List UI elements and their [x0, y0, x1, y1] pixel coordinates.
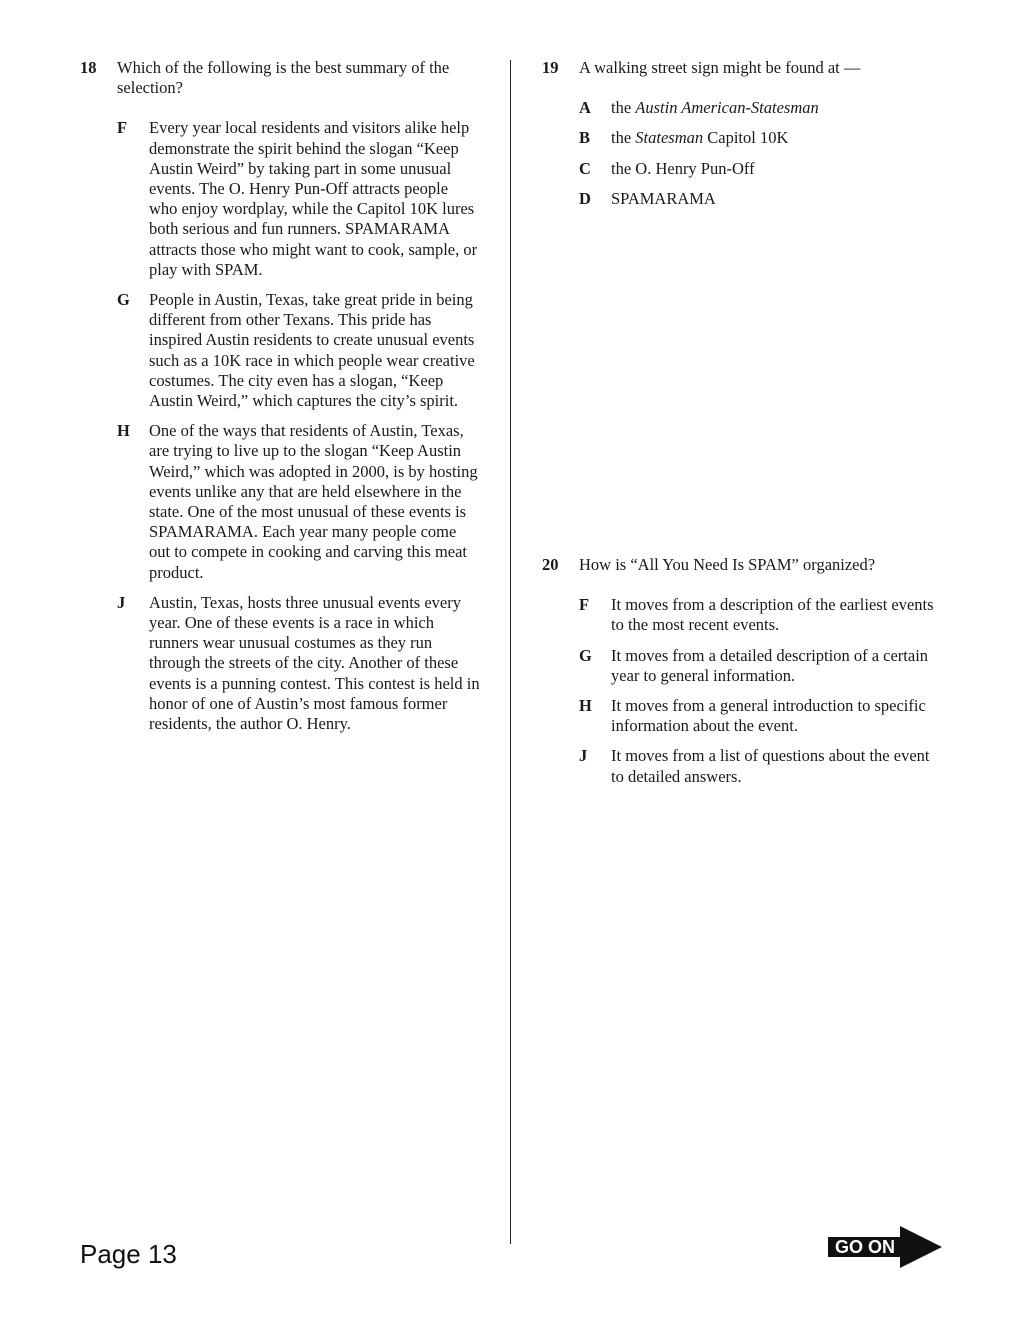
question-number: 18 [80, 58, 97, 77]
option-letter: G [579, 645, 592, 665]
answer-option-d[interactable] [579, 189, 942, 209]
option-letter: H [579, 696, 592, 716]
question-number: 19 [542, 58, 559, 77]
right-column [542, 58, 942, 219]
option-letter: F [579, 595, 590, 615]
answer-option-g[interactable] [579, 646, 942, 686]
answer-option-j[interactable] [579, 746, 942, 786]
option-text: the O. Henry Pun-Off [611, 158, 755, 178]
question-number: 20 [542, 555, 559, 574]
option-letter: J [117, 592, 126, 612]
answer-option-a[interactable] [579, 98, 942, 118]
go-on-label: GO ON [828, 1237, 902, 1257]
option-text: Austin, Texas, hosts three unusual events every year. One of these events is a race in which runners wear unusual costumes as they run through the streets of the city. Another of these events is a punning contest. This contest is held in honor of one of Austin’s most famous former residents, the author O. Henry. [149, 592, 480, 734]
option-letter: F [117, 118, 128, 138]
question-20 [542, 555, 942, 797]
option-text: It moves from a description of the earliest events to the most recent events. [611, 595, 934, 635]
option-letter: C [579, 158, 591, 178]
question-18 [80, 58, 480, 734]
question-19 [542, 58, 942, 209]
option-text: It moves from a list of questions about the event to detailed answers. [611, 746, 930, 786]
option-text: It moves from a detailed description of a certain year to general information. [611, 645, 929, 685]
question-prompt: Which of the following is the best summary of the selection? [117, 58, 450, 98]
option-letter: A [579, 98, 591, 118]
publication-title: Austin American-Statesman [635, 98, 819, 118]
answer-option-j[interactable] [117, 593, 480, 734]
option-letter: D [579, 188, 591, 208]
answer-options [579, 98, 942, 209]
option-letter: B [579, 128, 591, 148]
arrow-right-icon [900, 1226, 942, 1268]
option-text: People in Austin, Texas, take great pride in being different from other Texans. This pride has inspired Austin residents to create unusual events such as a 10K race in which people wear creative costumes. The city even has a slogan, “Keep Austin Weird,” which captures the city’s spirit. [149, 290, 475, 411]
answer-option-h[interactable] [117, 421, 480, 583]
option-text: Every year local residents and visitors alike help demonstrate the spirit behind the slogan “Keep Austin Weird” by taking part in some unusual events. The O. Henry Pun-Off attracts people who enjoy wordplay, while the Capitol 10K lures both serious and fun runners. SPAMARAMA attracts those who might want to cook, sample, or play with SPAM. [149, 118, 478, 279]
publication-title: Statesman [635, 128, 704, 148]
answer-options [579, 595, 942, 787]
column-divider [510, 60, 511, 1244]
option-text: It moves from a general introduction to specific information about the event. [611, 696, 926, 736]
option-text: the Austin American-Statesman [611, 98, 819, 118]
left-column [80, 58, 480, 744]
option-text: the Statesman Capitol 10K [611, 128, 789, 148]
option-text: One of the ways that residents of Austin, Texas, are trying to live up to the slogan “Keep Austin Weird,” which was adopted in 2000, is by hosting events unlike any that are held elsewhere in the state. One of the most unusual of these events is SPAMARAMA. Each year many people come out to compete in cooking and carving this meat product. [149, 421, 478, 582]
answer-option-b[interactable] [579, 128, 942, 148]
option-letter: J [579, 746, 588, 766]
question-prompt: How is “All You Need Is SPAM” organized? [579, 555, 876, 574]
question-prompt: A walking street sign might be found at — [579, 58, 861, 77]
answer-option-f[interactable] [579, 595, 942, 635]
go-on-indicator [828, 1226, 944, 1268]
option-letter: H [117, 421, 130, 441]
page-number: Page 13 [80, 1239, 177, 1269]
answer-option-g[interactable] [117, 290, 480, 411]
option-letter: G [117, 290, 130, 310]
answer-option-c[interactable] [579, 159, 942, 179]
answer-options [117, 118, 480, 734]
answer-option-f[interactable] [117, 118, 480, 280]
answer-option-h[interactable] [579, 696, 942, 736]
option-text: SPAMARAMA [611, 188, 716, 208]
